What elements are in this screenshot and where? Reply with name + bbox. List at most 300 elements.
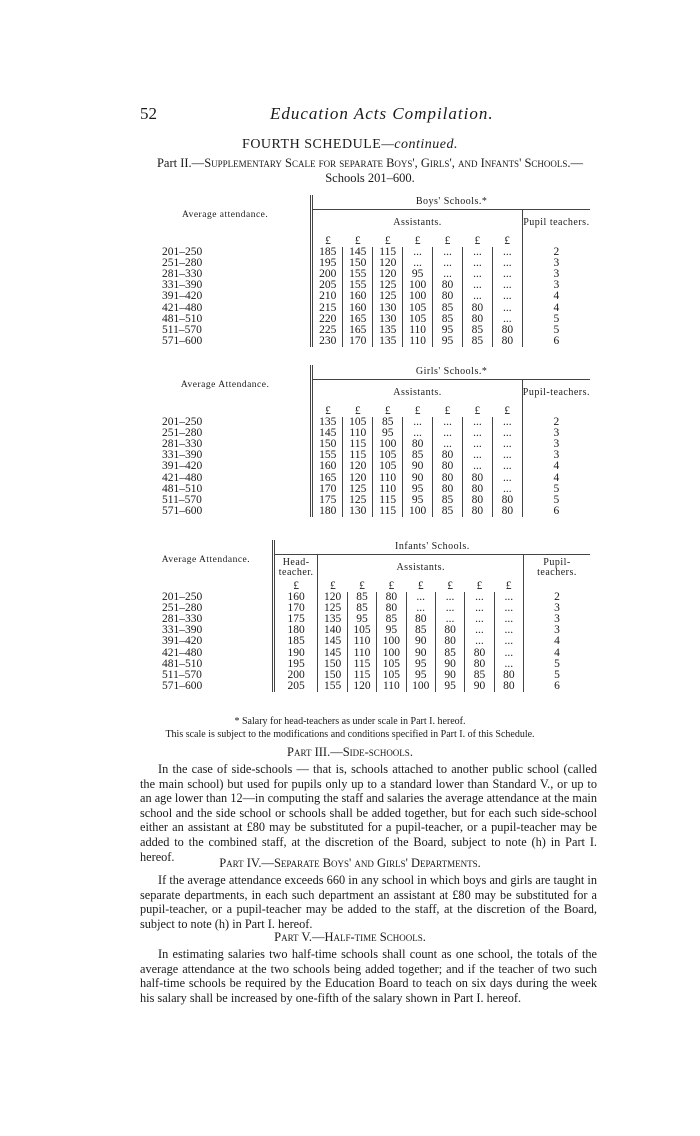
assistant-salary: 80 [494, 670, 523, 681]
assistant-salary: ... [433, 258, 463, 269]
pupil-teachers-count: 3 [524, 614, 591, 625]
assistant-salary: ... [462, 461, 492, 472]
part5-title: Part V.—Half-time Schools. [274, 930, 426, 944]
assistant-salary: 160 [343, 303, 373, 314]
currency-symbol: £ [444, 405, 451, 417]
assistant-salary: ... [492, 417, 522, 428]
pupil-teachers-count: 4 [522, 461, 590, 472]
assistant-salary: ... [494, 625, 523, 636]
assistant-salary: 150 [343, 258, 373, 269]
assistant-salary: 150 [319, 438, 337, 451]
assistant-salary: 110 [343, 428, 373, 439]
assistant-salary: ... [462, 450, 492, 461]
assistant-salary: 80 [462, 484, 492, 495]
currency-symbol: £ [384, 235, 391, 247]
assistant-salary: 120 [373, 269, 403, 280]
assistant-salary: 120 [343, 461, 373, 472]
assistant-salary: 95 [433, 325, 463, 336]
assistant-salary: 80 [406, 614, 435, 625]
assistant-salary: 145 [318, 636, 347, 647]
assistant-salary: 175 [319, 493, 337, 506]
assistant-salary: ... [462, 291, 492, 302]
assistant-salary: 105 [377, 670, 406, 681]
assistant-salary: 80 [462, 314, 492, 325]
assistant-salary: ... [465, 614, 494, 625]
pupil-teachers-count: 3 [524, 625, 591, 636]
assistant-salary: ... [433, 428, 463, 439]
girls-assistants-label: Assistants. [312, 380, 523, 407]
assistant-salary: ... [492, 247, 522, 258]
assistant-salary: 105 [343, 417, 373, 428]
infants-rows [140, 581, 590, 692]
assistant-salary: 80 [403, 439, 433, 450]
attendance-range: 391–420 [140, 461, 312, 472]
assistant-salary: 95 [406, 670, 435, 681]
assistant-salary: 225 [319, 323, 337, 336]
boys-attendance-label: Average attendance. [181, 210, 269, 221]
assistant-salary: 85 [462, 325, 492, 336]
assistant-salary: 80 [435, 625, 464, 636]
table-row [140, 473, 590, 484]
part2-prefix: Part II.— [156, 156, 205, 170]
assistant-salary: 80 [462, 506, 492, 517]
assistant-salary: 95 [403, 484, 433, 495]
pupil-teachers-count: 3 [524, 603, 591, 614]
pupil-teachers-count: 3 [522, 439, 590, 450]
pupil-teachers-count: 6 [524, 681, 591, 692]
assistant-salary: 105 [347, 625, 376, 636]
infants-attendance-label: Average Attendance. [161, 555, 251, 566]
assistant-salary: ... [494, 659, 523, 670]
assistant-salary: 170 [319, 482, 337, 495]
assistant-salary: 145 [343, 247, 373, 258]
assistant-salary: 80 [492, 506, 522, 517]
assistant-salary: 115 [373, 495, 403, 506]
schedule-title-text: FOURTH SCHEDULE [242, 137, 382, 152]
assistant-salary: 80 [465, 648, 494, 659]
currency-symbol: £ [476, 580, 483, 592]
part3-text: In the case of side-schools — that is, schools attached to another public school (called the main school) but used for pupils only up to a standard lower than Standard V., or up to an age lower than 12—in computing the staff and salaries the average attendance at the main school and the side school or schools shall be added together, but for each such side-school either an assistant at £80 may be substituted for a pupil-teacher, or a pupil-teacher may be added to the combined staff, at the discretion of the Board, subject to note (h) in Part I. hereof. [140, 762, 597, 864]
assistant-salary: ... [462, 280, 492, 291]
assistant-salary: ... [492, 473, 522, 484]
assistant-salary: 110 [377, 681, 406, 692]
currency-symbol: £ [444, 235, 451, 247]
pupil-teachers-count: 6 [522, 506, 590, 517]
pupil-teachers-count: 2 [522, 247, 590, 258]
head-teacher-salary: 180 [287, 624, 305, 637]
pupil-teachers-count: 5 [522, 314, 590, 325]
assistant-salary: 105 [373, 461, 403, 472]
assistant-salary: 115 [347, 659, 376, 670]
assistant-salary: 210 [319, 290, 337, 303]
assistant-salary: ... [403, 247, 433, 258]
assistant-salary: ... [462, 428, 492, 439]
assistant-salary: 135 [373, 325, 403, 336]
currency-symbol: £ [354, 235, 361, 247]
assistant-salary: 95 [403, 495, 433, 506]
assistant-salary: ... [433, 247, 463, 258]
assistant-salary: 160 [319, 460, 337, 473]
assistant-salary: 95 [347, 614, 376, 625]
assistant-salary: 95 [377, 625, 406, 636]
assistant-salary: 120 [318, 592, 347, 603]
footnote-modifications: This scale is subject to the modifications and conditions specified in Part I. of this Schedule. [165, 729, 535, 740]
infants-table [140, 540, 590, 692]
currency-symbol: £ [354, 405, 361, 417]
assistant-salary: ... [494, 592, 523, 603]
girls-pupil-label: Pupil-teachers. [522, 380, 590, 407]
assistant-salary: ... [462, 258, 492, 269]
assistant-salary: 90 [435, 659, 464, 670]
assistant-salary: 110 [347, 636, 376, 647]
attendance-range: 281–330 [140, 614, 273, 625]
assistant-salary: ... [494, 648, 523, 659]
currency-symbol: £ [414, 235, 421, 247]
pupil-teachers-count: 5 [522, 495, 590, 506]
assistant-salary: ... [494, 636, 523, 647]
assistant-salary: 80 [462, 473, 492, 484]
assistant-salary: ... [462, 417, 492, 428]
assistant-salary: ... [492, 428, 522, 439]
pupil-teachers-count: 3 [522, 280, 590, 291]
part2-title [150, 156, 590, 186]
assistant-salary: 185 [319, 246, 337, 259]
assistant-salary: 85 [462, 336, 492, 347]
assistant-salary: 85 [433, 495, 463, 506]
currency-symbol: £ [318, 581, 347, 592]
assistant-salary: ... [406, 603, 435, 614]
assistant-salary: 115 [343, 450, 373, 461]
assistant-salary: 155 [343, 269, 373, 280]
assistant-salary: 100 [403, 280, 433, 291]
assistant-salary: 100 [406, 681, 435, 692]
boys-pupil-label: Pupil teachers. [522, 210, 590, 237]
assistant-salary: ... [465, 636, 494, 647]
assistant-salary: ... [433, 417, 463, 428]
attendance-range: 481–510 [140, 314, 312, 325]
pupil-teachers-count: 4 [522, 303, 590, 314]
assistant-salary: 100 [373, 439, 403, 450]
assistant-salary: 80 [465, 659, 494, 670]
assistant-salary: 105 [403, 303, 433, 314]
pupil-teachers-count: 5 [524, 659, 591, 670]
assistant-salary: 220 [319, 312, 337, 325]
schedule-title [0, 137, 700, 153]
pupil-teachers-count: 2 [522, 417, 590, 428]
assistant-salary: ... [403, 417, 433, 428]
assistant-salary: 130 [343, 506, 373, 517]
assistant-salary: 90 [465, 681, 494, 692]
assistant-salary: 120 [347, 681, 376, 692]
assistant-salary: 150 [318, 659, 347, 670]
assistant-salary: 230 [319, 334, 337, 347]
currency-symbol: £ [474, 405, 481, 417]
pupil-teachers-count: 5 [524, 670, 591, 681]
pupil-teachers-count: 4 [524, 636, 591, 647]
assistant-salary: 110 [347, 648, 376, 659]
assistant-salary: 95 [403, 269, 433, 280]
currency-symbol: £ [388, 580, 395, 592]
table-row [140, 291, 590, 302]
attendance-range: 481–510 [140, 659, 273, 670]
pupil-teachers-count: 3 [522, 428, 590, 439]
assistant-salary: ... [465, 603, 494, 614]
assistant-salary: 80 [433, 461, 463, 472]
attendance-range: 251–280 [140, 428, 312, 439]
attendance-range: 251–280 [140, 603, 273, 614]
assistant-salary: 135 [319, 416, 337, 429]
assistant-salary: 80 [433, 484, 463, 495]
table-row [140, 461, 590, 472]
assistant-salary: 130 [373, 314, 403, 325]
assistant-salary: ... [435, 603, 464, 614]
assistant-salary: 95 [406, 659, 435, 670]
currency-symbol: £ [359, 580, 365, 592]
assistant-salary: 105 [373, 450, 403, 461]
pupil-teachers-count: 4 [522, 291, 590, 302]
assistant-salary: 165 [319, 471, 337, 484]
running-head: Education Acts Compilation. [270, 104, 494, 123]
schedule-continued: —continued. [381, 137, 458, 152]
assistant-salary: ... [465, 625, 494, 636]
assistant-salary: 110 [373, 473, 403, 484]
currency-symbol: £ [325, 235, 331, 247]
head-teacher-salary: 185 [287, 635, 305, 648]
assistant-salary: 80 [492, 336, 522, 347]
table-row [140, 336, 590, 347]
assistant-salary: 160 [343, 291, 373, 302]
currency-symbol: £ [293, 580, 300, 592]
pupil-teachers-count: 4 [522, 473, 590, 484]
assistant-salary: 100 [403, 291, 433, 302]
attendance-range: 251–280 [140, 258, 312, 269]
pupil-teachers-count: 3 [522, 269, 590, 280]
pupil-teachers-count: 5 [522, 325, 590, 336]
assistant-salary: 85 [435, 648, 464, 659]
assistant-salary: 95 [435, 681, 464, 692]
currency-symbol: £ [505, 580, 512, 592]
assistant-salary: 125 [318, 603, 347, 614]
part4-text: If the average attendance exceeds 660 in any school in which boys and girls are taught in separate departments, in each such department an assistant at £80 may be substituted for a pupil-teacher, or a pupil-teacher may be added to the staff, at the discretion of the Board, subject to note (h) in Part I. hereof. [140, 873, 597, 931]
assistant-salary: 85 [433, 303, 463, 314]
currency-symbol: £ [414, 405, 421, 417]
table-row [140, 506, 590, 517]
currency-symbol: £ [417, 580, 424, 592]
head-teacher-salary: 170 [287, 602, 305, 615]
pupil-teachers-count: 6 [522, 336, 590, 347]
assistant-salary: 90 [403, 461, 433, 472]
assistant-salary: ... [494, 603, 523, 614]
assistant-salary: 85 [433, 506, 463, 517]
assistant-salary: 90 [406, 636, 435, 647]
attendance-range: 421–480 [140, 303, 312, 314]
page-number: 52 [140, 104, 157, 123]
assistant-salary: 90 [403, 473, 433, 484]
attendance-range: 281–330 [140, 269, 312, 280]
assistant-salary: ... [492, 280, 522, 291]
assistant-salary: 135 [318, 614, 347, 625]
assistant-salary: 105 [403, 314, 433, 325]
head-teacher-salary: 175 [287, 613, 305, 626]
assistant-salary: 80 [433, 450, 463, 461]
assistant-salary: ... [462, 247, 492, 258]
assistant-salary: ... [492, 484, 522, 495]
assistant-salary: 125 [373, 291, 403, 302]
assistant-salary: 110 [373, 484, 403, 495]
assistant-salary: ... [492, 439, 522, 450]
assistant-salary: 80 [433, 280, 463, 291]
assistant-salary: 95 [373, 428, 403, 439]
currency-symbol: £ [384, 405, 391, 417]
assistant-salary: 100 [403, 506, 433, 517]
assistant-salary: 85 [377, 614, 406, 625]
assistant-salary: ... [462, 269, 492, 280]
assistant-salary: 115 [373, 506, 403, 517]
assistant-salary: ... [403, 258, 433, 269]
part2-suffix: —Schools 201–600. [325, 156, 584, 185]
assistant-salary: ... [433, 269, 463, 280]
infants-group-label: Infants' Schools. [395, 541, 470, 553]
pupil-teachers-count: 3 [522, 258, 590, 269]
assistant-salary: 140 [318, 625, 347, 636]
head-teacher-salary: 205 [287, 679, 305, 692]
assistant-salary: 145 [318, 648, 347, 659]
assistant-salary: 180 [319, 504, 337, 517]
assistant-salary: 85 [433, 314, 463, 325]
boys-table [140, 195, 590, 347]
assistant-salary: 115 [347, 670, 376, 681]
girls-attendance-label: Average Attendance. [180, 380, 270, 391]
attendance-range: 421–480 [140, 648, 273, 659]
assistant-salary: ... [492, 291, 522, 302]
assistant-salary: ... [492, 450, 522, 461]
assistant-salary: ... [435, 614, 464, 625]
attendance-range: 201–250 [140, 592, 273, 603]
assistant-salary: 80 [494, 681, 523, 692]
assistant-salary: 80 [492, 325, 522, 336]
assistant-salary: 165 [343, 325, 373, 336]
girls-group-label: Girls' Schools.* [415, 366, 488, 378]
assistant-salary: 105 [377, 659, 406, 670]
assistant-salary: 85 [406, 625, 435, 636]
attendance-range: 331–390 [140, 625, 273, 636]
assistant-salary: ... [494, 614, 523, 625]
attendance-range: 331–390 [140, 280, 312, 291]
assistant-salary: ... [492, 258, 522, 269]
assistant-salary: 110 [403, 336, 433, 347]
assistant-salary: 115 [343, 439, 373, 450]
assistant-salary: 90 [406, 648, 435, 659]
assistant-salary: 100 [377, 636, 406, 647]
assistant-salary: 120 [373, 258, 403, 269]
assistant-salary: 100 [377, 648, 406, 659]
assistant-salary: 110 [403, 325, 433, 336]
head-teacher-salary: 200 [287, 668, 305, 681]
assistant-salary: 135 [373, 336, 403, 347]
assistant-salary: ... [492, 314, 522, 325]
girls-table [140, 365, 590, 517]
table-row [140, 681, 590, 692]
assistant-salary: 155 [319, 449, 337, 462]
table-row [140, 636, 590, 647]
part2-title-text: Supplementary Scale for separate Boys', Girls', and Infants' Schools. [204, 156, 571, 170]
table-row [140, 303, 590, 314]
girls-rows [140, 406, 590, 517]
attendance-range: 281–330 [140, 439, 312, 450]
boys-assistants-label: Assistants. [312, 210, 523, 237]
assistant-salary: 130 [373, 303, 403, 314]
currency-symbol: £ [504, 405, 510, 417]
head-teacher-salary: 195 [287, 657, 305, 670]
attendance-range: 421–480 [140, 473, 312, 484]
assistant-salary: 85 [347, 592, 376, 603]
assistant-salary: ... [492, 303, 522, 314]
assistant-salary: 80 [433, 473, 463, 484]
assistant-salary: 80 [462, 303, 492, 314]
boys-group-label: Boys' Schools.* [415, 196, 488, 208]
assistant-salary: 150 [318, 670, 347, 681]
attendance-range: 481–510 [140, 484, 312, 495]
pupil-teachers-count: 3 [522, 450, 590, 461]
assistant-salary: ... [492, 461, 522, 472]
infants-pupil-label: Pupil-teachers. [524, 555, 591, 582]
assistant-salary: ... [465, 592, 494, 603]
assistant-salary: 80 [435, 636, 464, 647]
assistant-salary: ... [403, 428, 433, 439]
assistant-salary: 120 [343, 473, 373, 484]
assistant-salary: 85 [465, 670, 494, 681]
assistant-salary: 80 [492, 495, 522, 506]
assistant-salary: 155 [318, 681, 347, 692]
assistant-salary: 125 [373, 280, 403, 291]
head-teacher-salary: 190 [287, 646, 305, 659]
part5-text: In estimating salaries two half-time schools shall count as one school, the totals of the average attendance at the two schools being added together; and if the teacher of two such half-time schools be required by the Education Board to teach on six days during the week his salary shall be increased by one-fifth of the salary shown in Part I. hereof. [140, 947, 597, 1005]
assistant-salary: ... [406, 592, 435, 603]
part3-title: Part III.—Side-schools. [287, 745, 413, 759]
attendance-cell [140, 581, 273, 592]
assistant-salary: 200 [319, 268, 337, 281]
assistant-salary: 80 [433, 291, 463, 302]
attendance-range: 571–600 [140, 681, 273, 692]
pupil-teachers-count: 5 [522, 484, 590, 495]
attendance-range: 511–570 [140, 670, 273, 681]
head-teacher-salary: 160 [287, 591, 305, 604]
infants-assistants-label: Assistants. [318, 555, 524, 582]
attendance-range: 201–250 [140, 417, 312, 428]
assistant-salary: 85 [347, 603, 376, 614]
assistant-salary: 80 [377, 592, 406, 603]
attendance-range: 571–600 [140, 336, 312, 347]
assistant-salary: 90 [435, 670, 464, 681]
infants-head-label: Head-teacher. [273, 555, 318, 582]
assistant-salary: 205 [319, 279, 337, 292]
assistant-salary: 215 [319, 301, 337, 314]
currency-symbol: £ [325, 405, 331, 417]
assistant-salary: 85 [373, 417, 403, 428]
assistant-salary: 125 [343, 495, 373, 506]
table-row [140, 648, 590, 659]
assistant-salary: 115 [373, 247, 403, 258]
currency-symbol: £ [474, 235, 481, 247]
attendance-range: 511–570 [140, 325, 312, 336]
assistant-salary: 145 [319, 427, 337, 440]
pupil-teachers-count: 4 [524, 648, 591, 659]
assistant-salary: 95 [433, 336, 463, 347]
boys-rows [140, 236, 590, 347]
currency-symbol: £ [504, 235, 510, 247]
attendance-range: 511–570 [140, 495, 312, 506]
assistant-salary: 80 [462, 495, 492, 506]
